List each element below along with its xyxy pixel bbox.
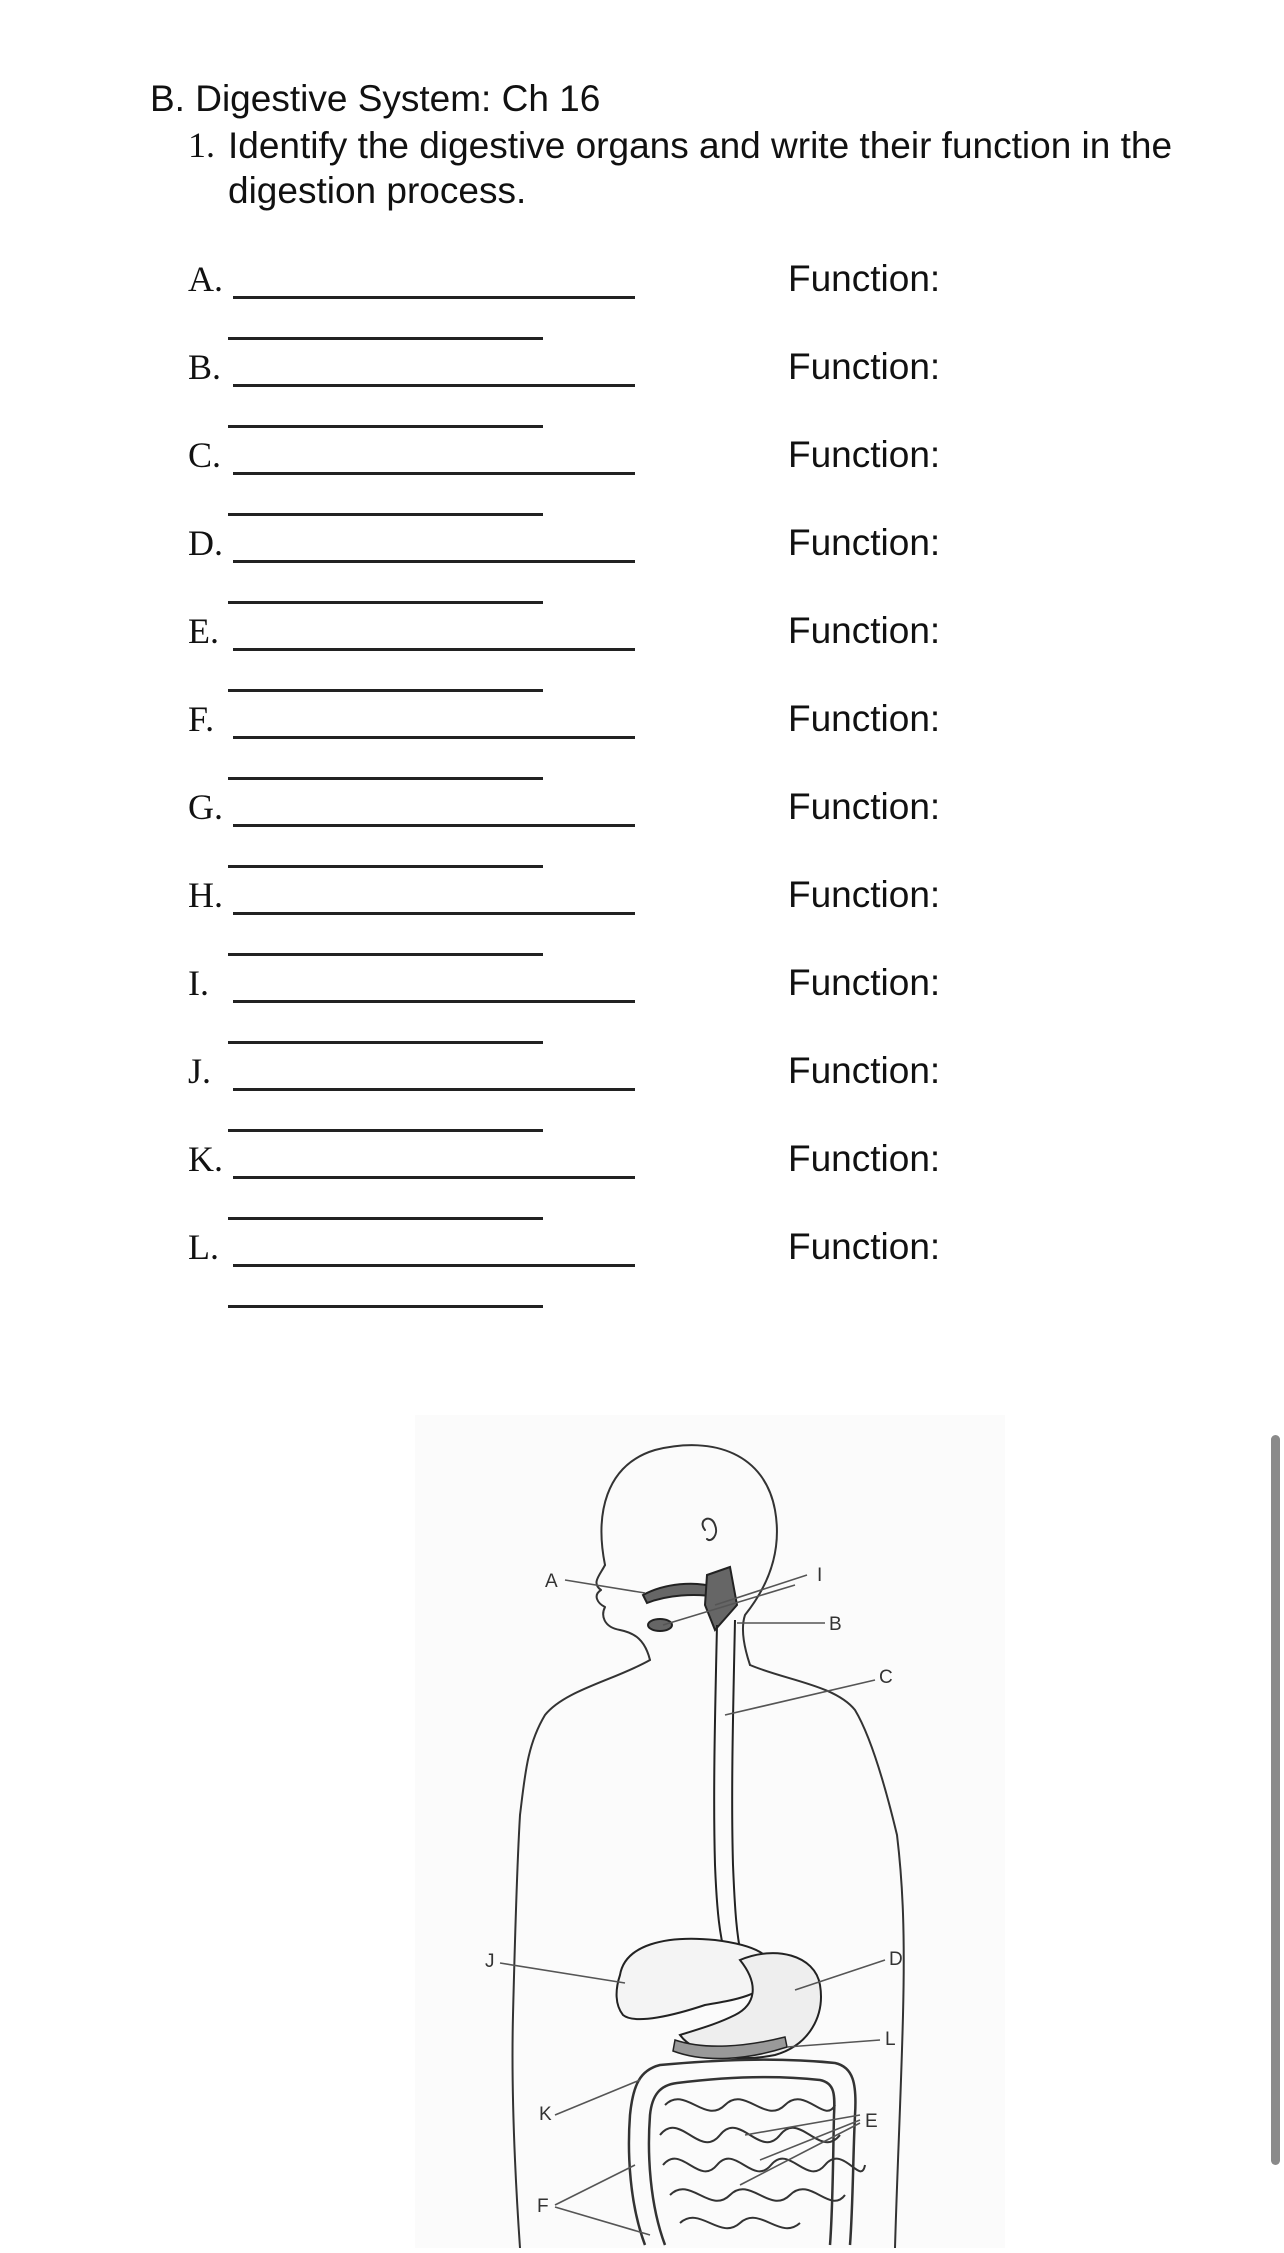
leader-f1 — [555, 2165, 635, 2205]
answer-row-k — [188, 1138, 1088, 1226]
diagram-svg — [415, 1415, 1005, 2248]
esophagus-left — [714, 1625, 725, 1955]
answer-line-continued[interactable] — [228, 337, 543, 340]
face-profile — [596, 1565, 650, 1660]
answer-line-continued[interactable] — [228, 1305, 543, 1308]
function-label: Function: — [788, 698, 941, 739]
leader-j — [500, 1963, 625, 1983]
row-letter: E. — [188, 611, 219, 651]
row-letter: K. — [188, 1139, 223, 1179]
answer-line-continued[interactable] — [228, 953, 543, 956]
answer-line[interactable] — [233, 736, 635, 739]
answer-row-h — [188, 874, 1088, 962]
question-number: 1. — [188, 125, 215, 165]
answer-line-continued[interactable] — [228, 425, 543, 428]
leader-a — [565, 1580, 645, 1593]
answer-row-j — [188, 1050, 1088, 1138]
row-letter: I. — [188, 963, 209, 1003]
row-letter: J. — [188, 1051, 212, 1091]
row-letter: B. — [188, 347, 222, 387]
pharynx — [705, 1567, 737, 1630]
answer-row-b — [188, 346, 1088, 434]
answer-line[interactable] — [233, 648, 635, 651]
leader-c — [725, 1680, 875, 1715]
answer-line[interactable] — [233, 472, 635, 475]
diagram-label-j: J — [485, 1951, 495, 1972]
answer-row-f — [188, 698, 1088, 786]
answer-line[interactable] — [233, 1264, 635, 1267]
salivary-gland — [648, 1619, 672, 1631]
row-letter: D. — [188, 523, 223, 563]
answer-line[interactable] — [233, 384, 635, 387]
function-label: Function: — [788, 610, 941, 651]
function-label: Function: — [788, 1138, 941, 1179]
function-label: Function: — [788, 962, 941, 1003]
large-intestine — [629, 2060, 856, 2245]
answer-line[interactable] — [233, 912, 635, 915]
answer-row-l — [188, 1226, 1088, 1314]
ear — [703, 1519, 717, 1540]
digestive-system-diagram — [415, 1415, 1005, 2248]
answer-line[interactable] — [233, 824, 635, 827]
answer-line-continued[interactable] — [228, 865, 543, 868]
diagram-label-d: D — [889, 1949, 903, 1970]
diagram-label-a: A — [545, 1571, 558, 1592]
answer-line-continued[interactable] — [228, 601, 543, 604]
row-letter: L. — [188, 1227, 219, 1267]
answer-line[interactable] — [233, 560, 635, 563]
answer-row-g — [188, 786, 1088, 874]
answer-line-continued[interactable] — [228, 513, 543, 516]
answer-line[interactable] — [233, 296, 635, 299]
answer-line-continued[interactable] — [228, 777, 543, 780]
answer-line[interactable] — [233, 1176, 635, 1179]
vertical-scrollbar[interactable] — [1271, 1435, 1280, 2165]
answer-row-a — [188, 258, 1088, 346]
answer-row-c — [188, 434, 1088, 522]
row-letter: A. — [188, 259, 223, 299]
question — [188, 123, 1178, 213]
function-label: Function: — [788, 874, 941, 915]
row-letter: F. — [188, 699, 215, 739]
diagram-label-l: L — [885, 2029, 896, 2050]
function-label: Function: — [788, 258, 941, 299]
esophagus-right — [732, 1620, 741, 1955]
answer-line-continued[interactable] — [228, 1217, 543, 1220]
section-heading: B. Digestive System: Ch 16 — [150, 78, 601, 119]
answer-line[interactable] — [233, 1000, 635, 1003]
row-letter: G. — [188, 787, 223, 827]
diagram-label-e: E — [865, 2111, 878, 2132]
row-letter: C. — [188, 435, 222, 475]
answer-row-i — [188, 962, 1088, 1050]
answer-line[interactable] — [233, 1088, 635, 1091]
answer-row-e — [188, 610, 1088, 698]
row-letter: H. — [188, 875, 223, 915]
answer-line-continued[interactable] — [228, 1041, 543, 1044]
answer-line-continued[interactable] — [228, 1129, 543, 1132]
function-label: Function: — [788, 522, 941, 563]
diagram-label-c: C — [879, 1667, 893, 1688]
question-text: Identify the digestive organs and write their function in the digestion process. — [228, 125, 1173, 211]
function-label: Function: — [788, 434, 941, 475]
function-label: Function: — [788, 1050, 941, 1091]
diagram-label-b: B — [829, 1614, 842, 1635]
function-label: Function: — [788, 1226, 941, 1267]
function-label: Function: — [788, 786, 941, 827]
leader-k — [555, 2080, 640, 2115]
diagram-label-i: I — [817, 1565, 823, 1586]
diagram-label-k: K — [539, 2104, 552, 2125]
diagram-label-f: F — [537, 2196, 549, 2217]
answer-row-d — [188, 522, 1088, 610]
answer-line-continued[interactable] — [228, 689, 543, 692]
function-label: Function: — [788, 346, 941, 387]
